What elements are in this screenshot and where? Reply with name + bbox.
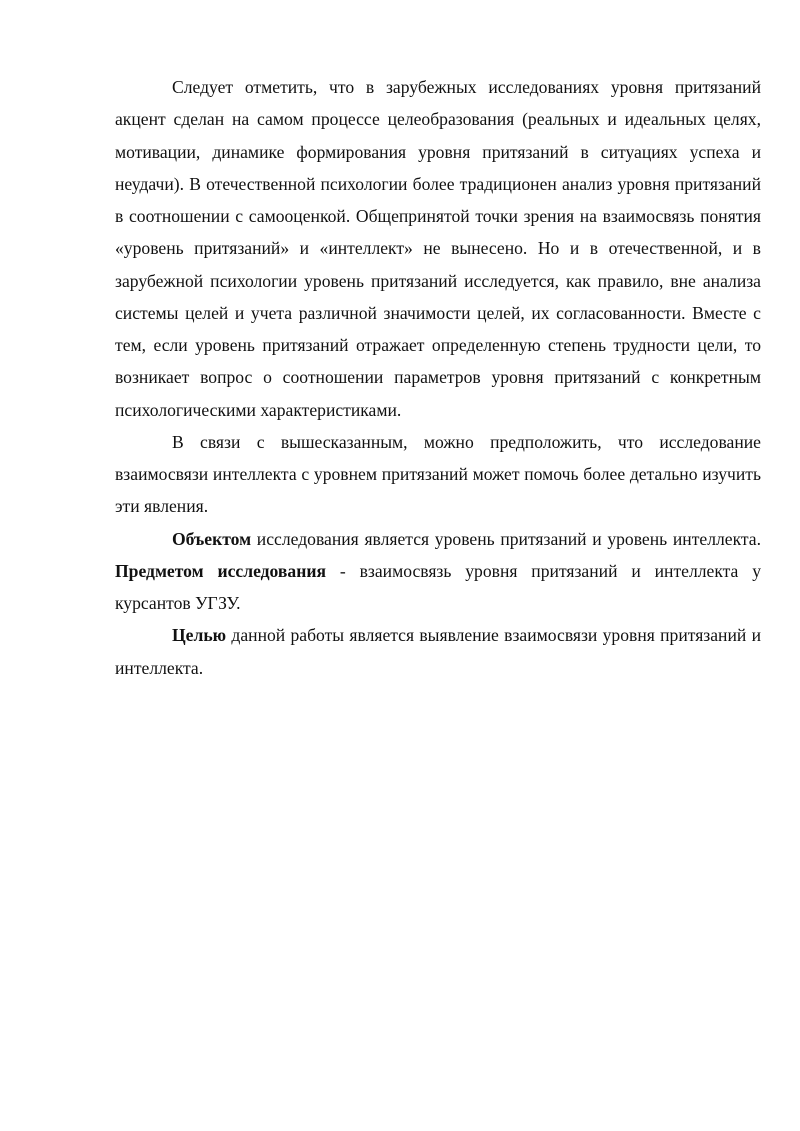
subject-text: - взаимосвязь уровня притязаний и интеллекта у курсантов УГЗУ.: [115, 560, 762, 613]
goal-text: данной работы является выявление взаимосвязи уровня притязаний и интеллекта.: [115, 625, 761, 678]
paragraph-hypothesis: В связи с вышесказанным, можно предположить, что исследование взаимосвязи интеллекта с уровнем притязаний может помочь более детально изучить эти явления.: [115, 431, 761, 517]
subject-label: Предметом исследования: [115, 560, 327, 581]
object-text: исследования является уровень притязаний и уровень интеллекта.: [251, 528, 761, 549]
paragraph-literature-review: Следует отметить, что в зарубежных исследованиях уровня притязаний акцент сделан на самом процессе целеобразования (реальных и идеальных целях, мотивации, динамике формирования уровня притязаний в ситуациях успеха и неудачи). В отечественной психологии более традиционен анализ уровня притязаний в соотношении с самооценкой. Общепринятой точки зрения на взаимосвязь понятия «уровень притязаний» и «интеллект» не вынесено. Но и в отечественной, и в зарубежной психологии уровень притязаний исследуется, как правило, вне анализа системы целей и учета различной значимости целей, их согласованности. Вместе с тем, если уровень притязаний отражает определенную степень трудности цели, то возникает вопрос о соотношении параметров уровня притязаний с конкретным психологическими характеристиками.: [115, 77, 761, 420]
object-label: Объектом: [172, 528, 252, 549]
goal-label: Целью: [172, 625, 227, 646]
document-body: [115, 71, 761, 684]
paragraph-goal: [115, 619, 761, 684]
paragraph-object-subject: [115, 523, 761, 620]
